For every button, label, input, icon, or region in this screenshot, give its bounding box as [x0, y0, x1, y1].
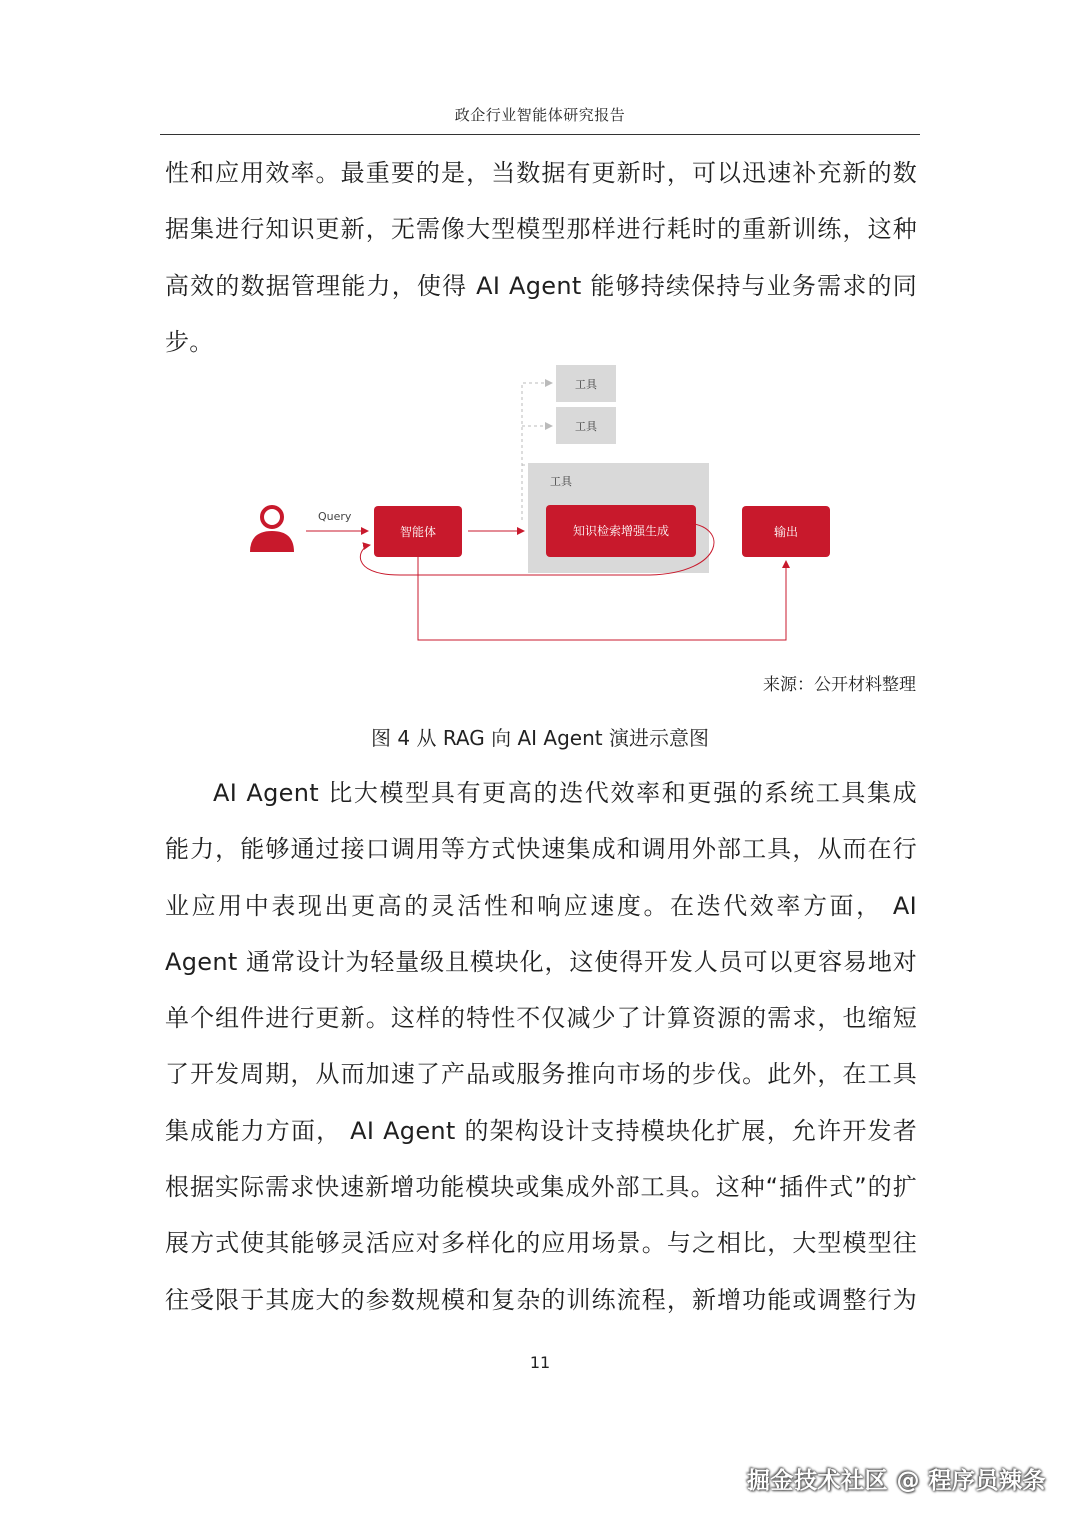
paragraph-line: 集成能力方面， AI Agent 的架构设计支持模块化扩展，允许开发者 [165, 1116, 917, 1145]
figure-source: 来源：公开材料整理 [763, 675, 916, 695]
agent-label: 智能体 [399, 525, 437, 539]
rag-label: 知识检索增强生成 [572, 524, 670, 538]
paragraph-line: 根据实际需求快速新增功能模块或集成外部工具。这种“插件式”的扩 [165, 1173, 917, 1202]
paragraph-main [165, 765, 917, 1328]
header-divider [160, 134, 920, 135]
paragraph-line: 性和应用效率。最重要的是，当数据有更新时，可以迅速补充新的数 [165, 159, 917, 187]
paragraph-line: AI Agent 比大模型具有更高的迭代效率和更强的系统工具集成 [213, 779, 917, 807]
tool-group-label: 工具 [550, 475, 572, 488]
paragraph-line: 能力，能够通过接口调用等方式快速集成和调用外部工具，从而在行 [165, 835, 917, 864]
paragraph-line: 了开发周期，从而加速了产品或服务推向市场的步伐。此外，在工具 [165, 1060, 917, 1089]
paragraph-line: 据集进行知识更新，无需像大型模型那样进行耗时的重新训练，这种 [165, 215, 917, 244]
paragraph-line: Agent 通常设计为轻量级且模块化，这使得开发人员可以更容易地对 [165, 947, 917, 976]
rag-to-agent-diagram [230, 355, 850, 655]
paragraph-top [165, 145, 917, 370]
paragraph-line: 高效的数据管理能力，使得 AI Agent 能够持续保持与业务需求的同 [165, 271, 917, 300]
page-header-title: 政企行业智能体研究报告 [454, 106, 626, 124]
page-number: 11 [529, 1353, 551, 1372]
figure-caption: 图 4 从 RAG 向 AI Agent 演进示意图 [371, 726, 709, 750]
paragraph-line: 展方式使其能够灵活应对多样化的应用场景。与之相比，大型模型往 [165, 1229, 917, 1258]
paragraph-line: 单个组件进行更新。这样的特性不仅减少了计算资源的需求，也缩短 [165, 1004, 917, 1033]
paragraph-line: 往受限于其庞大的参数规模和复杂的训练流程，新增功能或调整行为 [165, 1285, 917, 1314]
user-icon [250, 507, 294, 552]
watermark-text: 掘金技术社区 @ 程序员辣条 [746, 1468, 1046, 1494]
tool-box-1-label: 工具 [575, 378, 597, 391]
paragraph-line: 业应用中表现出更高的灵活性和响应速度。在迭代效率方面， AI [165, 891, 917, 920]
output-label: 输出 [773, 525, 799, 539]
query-label: Query [318, 510, 352, 523]
tool-box-2-label: 工具 [575, 420, 597, 433]
paragraph-line: 步。 [165, 327, 214, 356]
